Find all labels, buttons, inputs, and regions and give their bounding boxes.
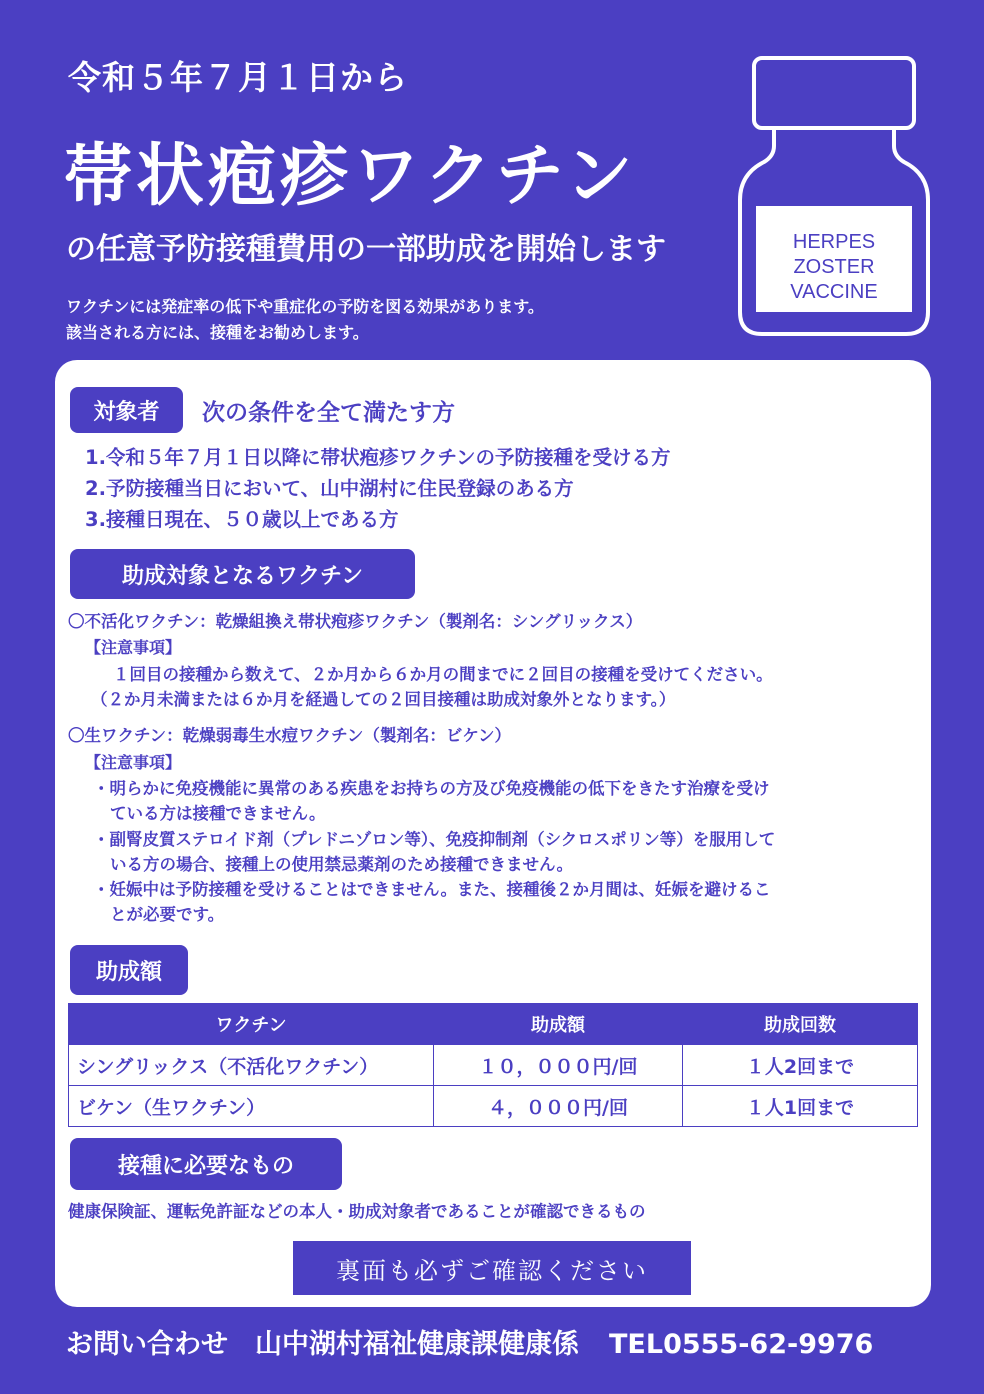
required-label: 接種に必要なもの [70, 1138, 342, 1190]
vaccines-label: 助成対象となるワクチン [70, 549, 415, 599]
info-card [55, 360, 931, 1307]
eligibility-item: 2.予防接種当日において、山中湖村に住民登録のある方 [85, 477, 574, 500]
note-text: ・明らかに免疫機能に異常のある疾患をお持ちの方及び免疫機能の低下をきたす治療を受け [93, 779, 770, 798]
notes-label: 【注意事項】 [85, 638, 182, 657]
note-text: ・妊娠中は予防接種を受けることはできません。また、接種後２か月間は、妊娠を避けるこ [93, 880, 771, 899]
eligibility-label: 対象者 [70, 387, 183, 433]
table-header: 助成回数 [683, 1004, 918, 1045]
back-notice-banner: 裏面も必ずご確認ください [293, 1241, 691, 1295]
bottle-label-line: HERPES [792, 231, 876, 253]
eligibility-heading: 次の条件を全て満たす方 [202, 400, 455, 426]
table-row [69, 1086, 918, 1127]
note-text: いる方の場合、接種上の使用禁忌薬剤のため接種できません。 [110, 855, 573, 874]
table-header: ワクチン [69, 1004, 434, 1045]
note-text: ている方は接種できません。 [110, 804, 326, 823]
table-header-row [69, 1004, 918, 1045]
eligibility-item: 1.令和５年７月１日以降に帯状疱疹ワクチンの予防接種を受ける方 [85, 446, 671, 469]
page-subtitle: の任意予防接種費用の一部助成を開始します [66, 232, 666, 267]
subsidy-table [68, 1003, 918, 1127]
date-line: 令和５年７月１日から [68, 58, 408, 97]
note-text: ・副腎皮質ステロイド剤（プレドニゾロン等）、免疫抑制剤（シクロスポリン等）を服用して [93, 830, 776, 849]
bottle-label-line: VACCINE [790, 281, 878, 303]
table-cell: ビケン（生ワクチン） [69, 1086, 434, 1127]
table-cell: ４，０００円/回 [434, 1086, 683, 1127]
contact-footer [66, 1322, 873, 1361]
required-text: 健康保険証、運転免許証などの本人・助成対象者であることが確認できるもの [68, 1202, 646, 1221]
table-cell: １０，０００円/回 [434, 1045, 683, 1086]
eligibility-item: 3.接種日現在、５０歳以上である方 [85, 508, 399, 531]
contact-phone: TEL0555-62-9976 [609, 1329, 874, 1360]
note-text: １回目の接種から数えて、２か月から６か月の間までに２回目の接種を受けてください。 [113, 665, 773, 684]
table-cell: １人2回まで [683, 1045, 918, 1086]
table-cell: シングリックス（不活化ワクチン） [69, 1045, 434, 1086]
page-title: 帯状疱疹ワクチン [64, 137, 637, 216]
note-text: （２か月未満または６か月を経過しての２回目接種は助成対象外となります。） [91, 690, 676, 709]
table-cell: １人1回まで [683, 1086, 918, 1127]
intro-text [66, 294, 544, 346]
vaccine-bottle-icon [730, 50, 940, 350]
notes-label: 【注意事項】 [85, 753, 182, 772]
table-row [69, 1045, 918, 1086]
contact-text: お問い合わせ 山中湖村福祉健康課健康係 [66, 1329, 579, 1360]
bottle-label-line: ZOSTER [793, 256, 875, 278]
inactivated-vaccine-name: 〇不活化ワクチン：乾燥組換え帯状疱疹ワクチン（製剤名：シングリックス） [68, 612, 643, 631]
intro-line: ワクチンには発症率の低下や重症化の予防を図る効果があります。 [66, 297, 544, 316]
table-header: 助成額 [434, 1004, 683, 1045]
live-vaccine-name: 〇生ワクチン：乾燥弱毒生水痘ワクチン（製剤名：ビケン） [68, 726, 512, 745]
subsidy-label: 助成額 [70, 945, 188, 995]
note-text: とが必要です。 [110, 905, 225, 924]
intro-line: 該当される方には、接種をお勧めします。 [66, 323, 369, 342]
